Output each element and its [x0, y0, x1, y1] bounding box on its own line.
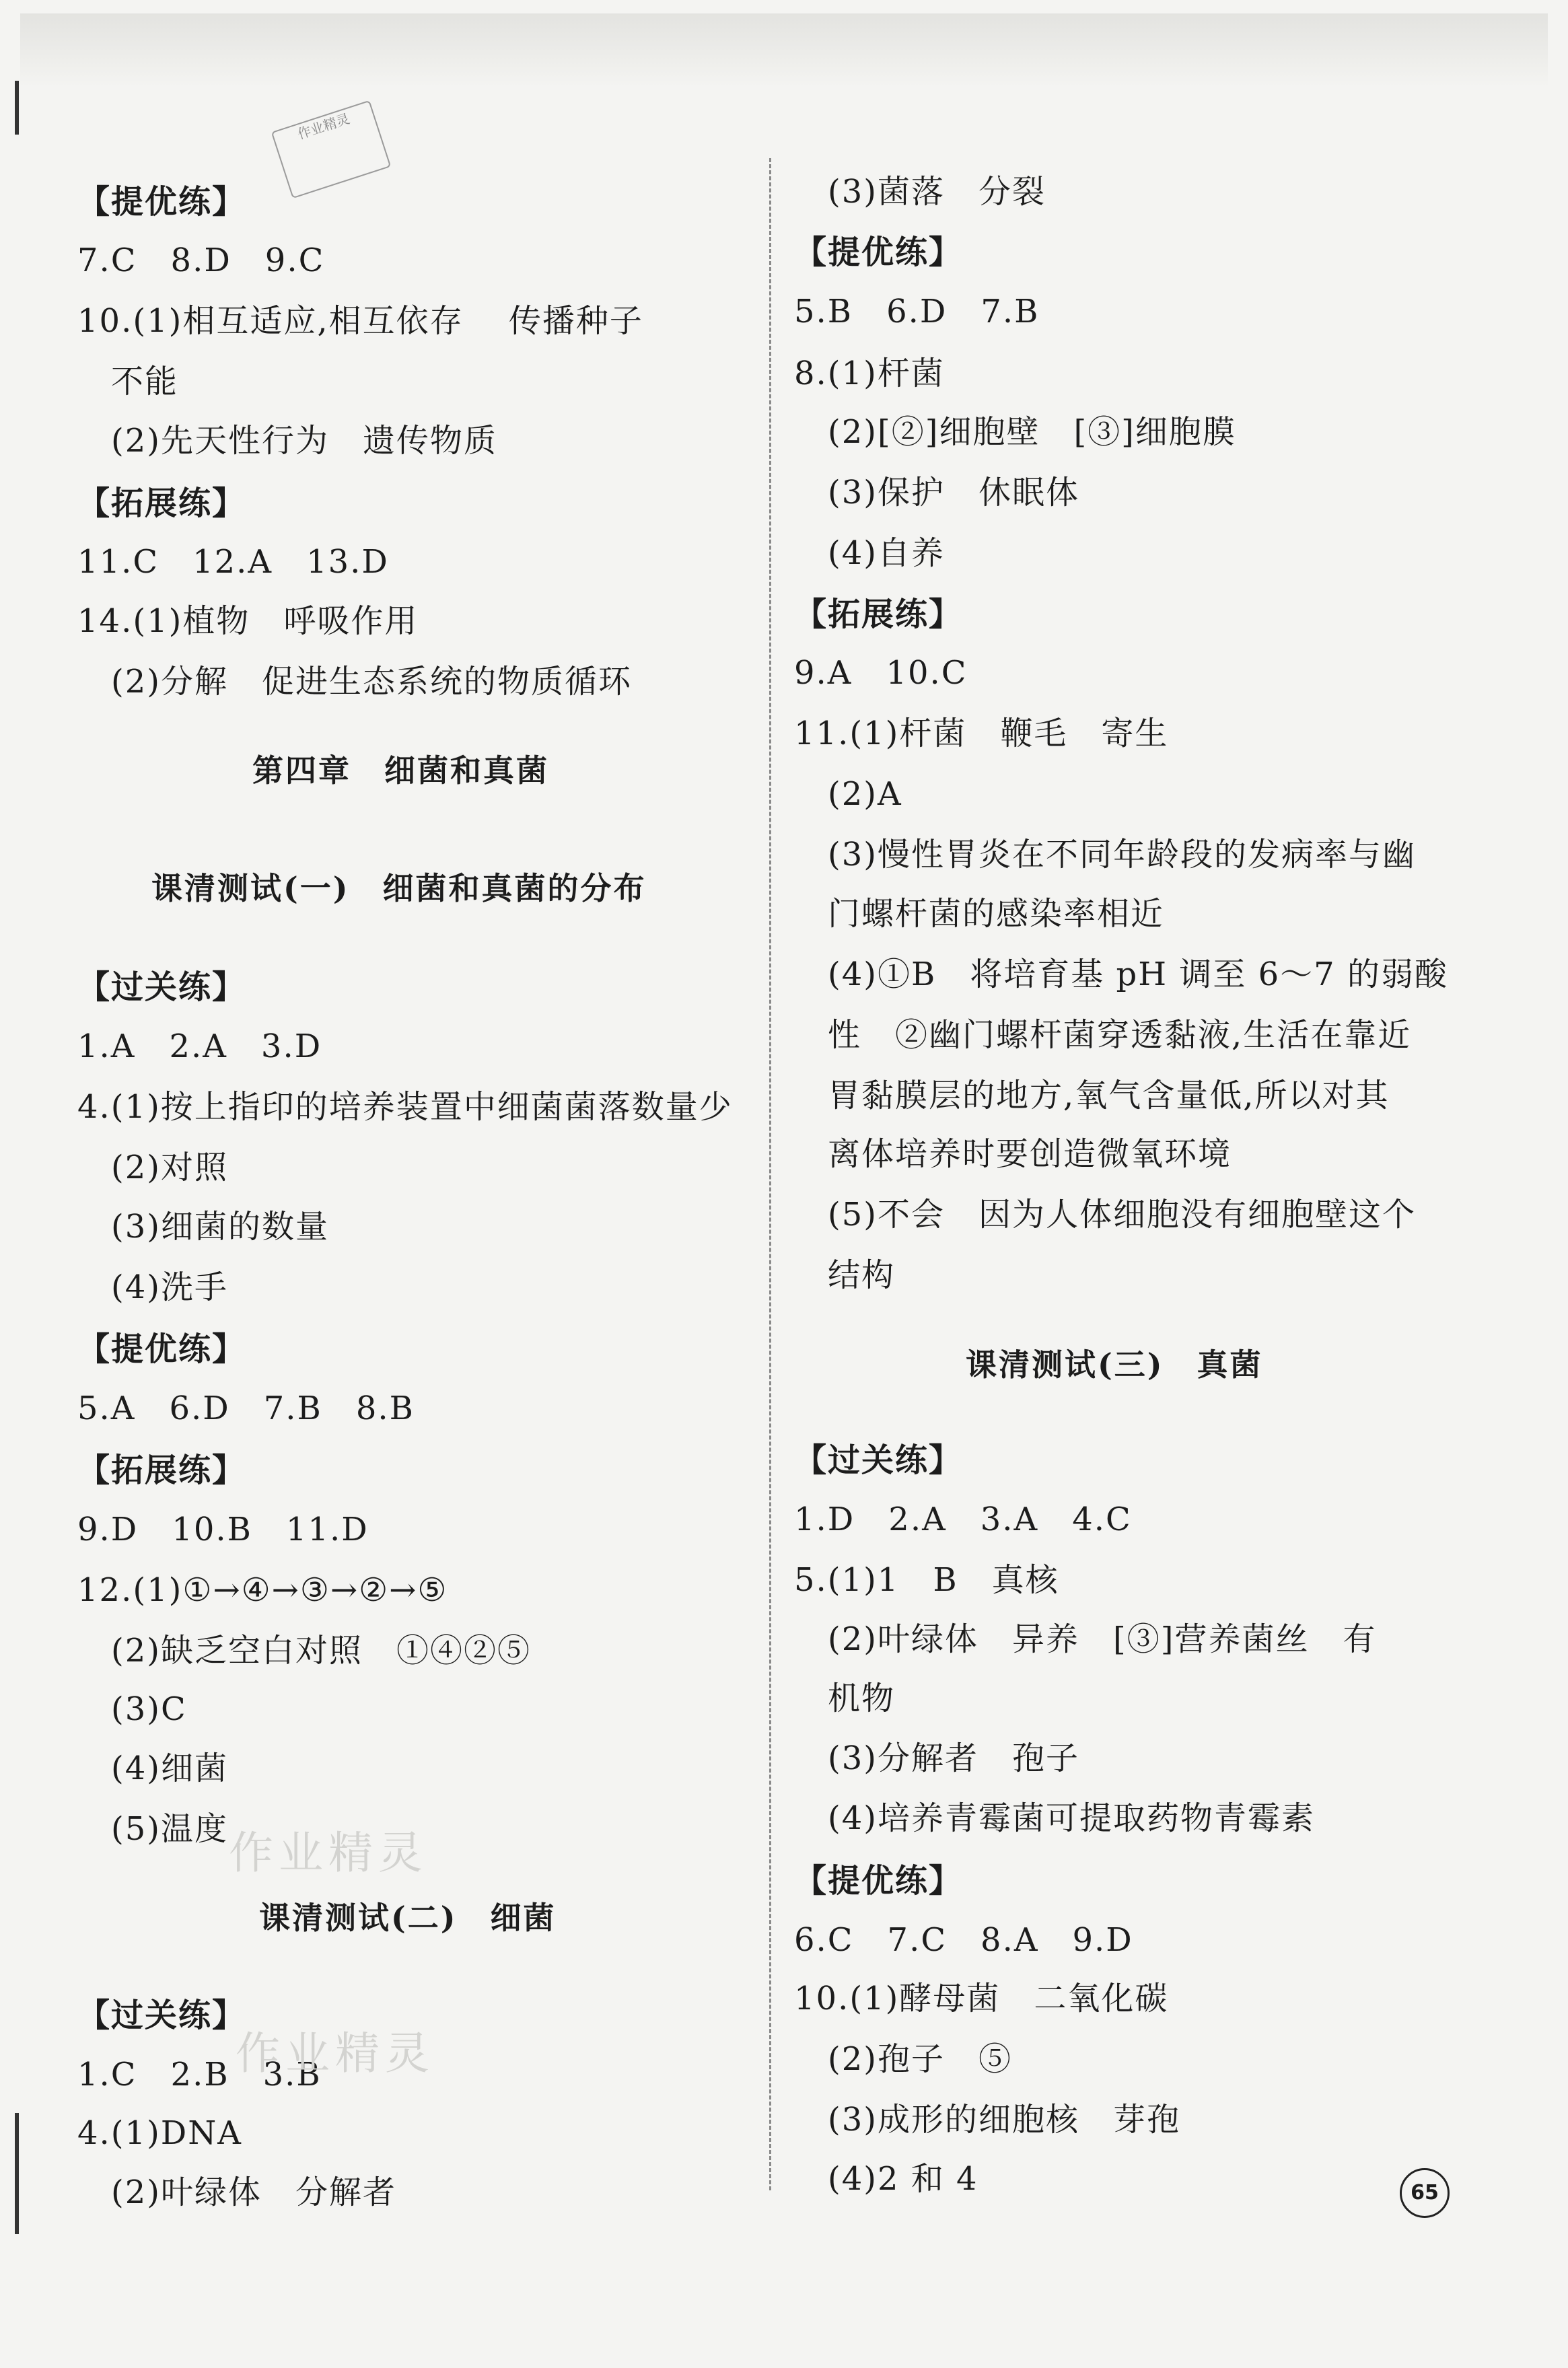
- scan-edge-mark: [15, 81, 19, 135]
- answer-line: 不能: [77, 363, 179, 400]
- answer-line: (2)缺乏空白对照 ①④②⑤: [77, 1632, 531, 1670]
- answer-line: (2)先天性行为 遗传物质: [77, 422, 497, 460]
- section-label: 【提优练】: [77, 183, 246, 221]
- section-label: 【提优练】: [794, 1862, 963, 1900]
- answer-line: 12.(1)①→④→③→②→⑤: [77, 1571, 448, 1609]
- answer-line: (4)洗手: [77, 1268, 228, 1306]
- scan-edge-mark: [15, 2113, 19, 2234]
- watermark: 作业精灵: [236, 2028, 435, 2079]
- answer-line: 离体培养时要创造微氧环境: [794, 1135, 1232, 1173]
- answer-line: (2)[②]细胞壁 [③]细胞膜: [794, 413, 1236, 451]
- answer-line: (3)分解者 孢子: [794, 1739, 1079, 1777]
- answer-line: 6.C 7.C 8.A 9.D: [794, 1921, 1133, 1959]
- stamp-logo: [271, 100, 392, 199]
- answer-line: (4)①B 将培育基 pH 调至 6～7 的弱酸: [794, 956, 1448, 993]
- section-label: 【过关练】: [794, 1441, 963, 1479]
- answer-line: (3)细菌的数量: [77, 1208, 329, 1246]
- answer-line: (3)保护 休眠体: [794, 474, 1079, 511]
- answer-line: (2)孢子 ⑤: [794, 2040, 1012, 2078]
- answer-line: (4)培养青霉菌可提取药物青霉素: [794, 1799, 1315, 1837]
- section-label: 【拓展练】: [794, 596, 963, 633]
- answer-line: (3)C: [77, 1690, 187, 1728]
- answer-line: 机物: [794, 1680, 896, 1717]
- answer-line: 胃黏膜层的地方,氧气含量低,所以对其: [794, 1077, 1390, 1114]
- answer-line: (4)2 和 4: [794, 2160, 978, 2198]
- answer-line: 9.A 10.C: [794, 654, 968, 692]
- answer-line: 4.(1)DNA: [77, 2114, 242, 2152]
- answer-line: 9.D 10.B 11.D: [77, 1511, 369, 1548]
- chapter-title: 课清测试(一) 细菌和真菌的分布: [151, 870, 647, 906]
- answer-line: 14.(1)植物 呼吸作用: [77, 602, 419, 640]
- stamp-text: 作业精灵: [295, 110, 352, 143]
- scan-shadow-band: [20, 13, 1548, 87]
- answer-line: 7.C 8.D 9.C: [77, 242, 325, 279]
- answer-line: 5.(1)1 B 真核: [794, 1561, 1059, 1599]
- section-label: 【提优练】: [794, 234, 963, 271]
- section-label: 【过关练】: [77, 968, 246, 1006]
- answer-line: (2)叶绿体 分解者: [77, 2174, 396, 2211]
- section-label: 【过关练】: [77, 1997, 246, 2034]
- answer-line: (3)慢性胃炎在不同年龄段的发病率与幽: [794, 836, 1416, 873]
- answer-line: (4)细菌: [77, 1750, 228, 1787]
- answer-line: 1.C 2.B 3.B: [77, 2056, 322, 2093]
- answer-line: 5.B 6.D 7.B: [794, 293, 1040, 330]
- answer-line: (2)叶绿体 异养 [③]营养菌丝 有: [794, 1620, 1377, 1658]
- answer-line: 8.(1)杆菌: [794, 355, 945, 392]
- chapter-title: 第四章 细菌和真菌: [252, 752, 549, 789]
- answer-line: 结构: [794, 1256, 896, 1294]
- watermark: 作业精灵: [229, 1827, 428, 1879]
- answer-line: 1.A 2.A 3.D: [77, 1028, 322, 1065]
- answer-line: 1.D 2.A 3.A 4.C: [794, 1501, 1132, 1538]
- answer-line: (2)对照: [77, 1149, 228, 1186]
- answer-line: 5.A 6.D 7.B 8.B: [77, 1390, 415, 1427]
- answer-line: (3)菌落 分裂: [794, 173, 1046, 211]
- answer-line: 11.C 12.A 13.D: [77, 543, 389, 581]
- answer-line: (2)分解 促进生态系统的物质循环: [77, 663, 632, 701]
- answer-line: 4.(1)按上指印的培养装置中细菌菌落数量少: [77, 1088, 733, 1126]
- section-label: 【提优练】: [77, 1330, 246, 1368]
- answer-line: 性 ②幽门螺杆菌穿透黏液,生活在靠近: [794, 1016, 1412, 1054]
- answer-line: 11.(1)杆菌 鞭毛 寄生: [794, 715, 1169, 752]
- page-number: 65: [1400, 2168, 1450, 2218]
- answer-line: (2)A: [794, 775, 902, 813]
- chapter-title: 课清测试(二) 细菌: [259, 1900, 557, 1936]
- answer-line: 10.(1)酵母菌 二氧化碳: [794, 1980, 1169, 2017]
- section-label: 【拓展练】: [77, 1451, 246, 1489]
- column-divider: [769, 158, 771, 2190]
- answer-line: 10.(1)相互适应,相互依存 传播种子: [77, 302, 643, 340]
- answer-line: 门螺杆菌的感染率相近: [794, 895, 1165, 933]
- answer-line: (5)不会 因为人体细胞没有细胞壁这个: [794, 1196, 1416, 1233]
- chapter-title: 课清测试(三) 真菌: [966, 1347, 1263, 1383]
- answer-line: (4)自养: [794, 534, 945, 572]
- answer-line: (3)成形的细胞核 芽孢: [794, 2101, 1180, 2139]
- answer-line: (5)温度: [77, 1810, 228, 1848]
- section-label: 【拓展练】: [77, 485, 246, 522]
